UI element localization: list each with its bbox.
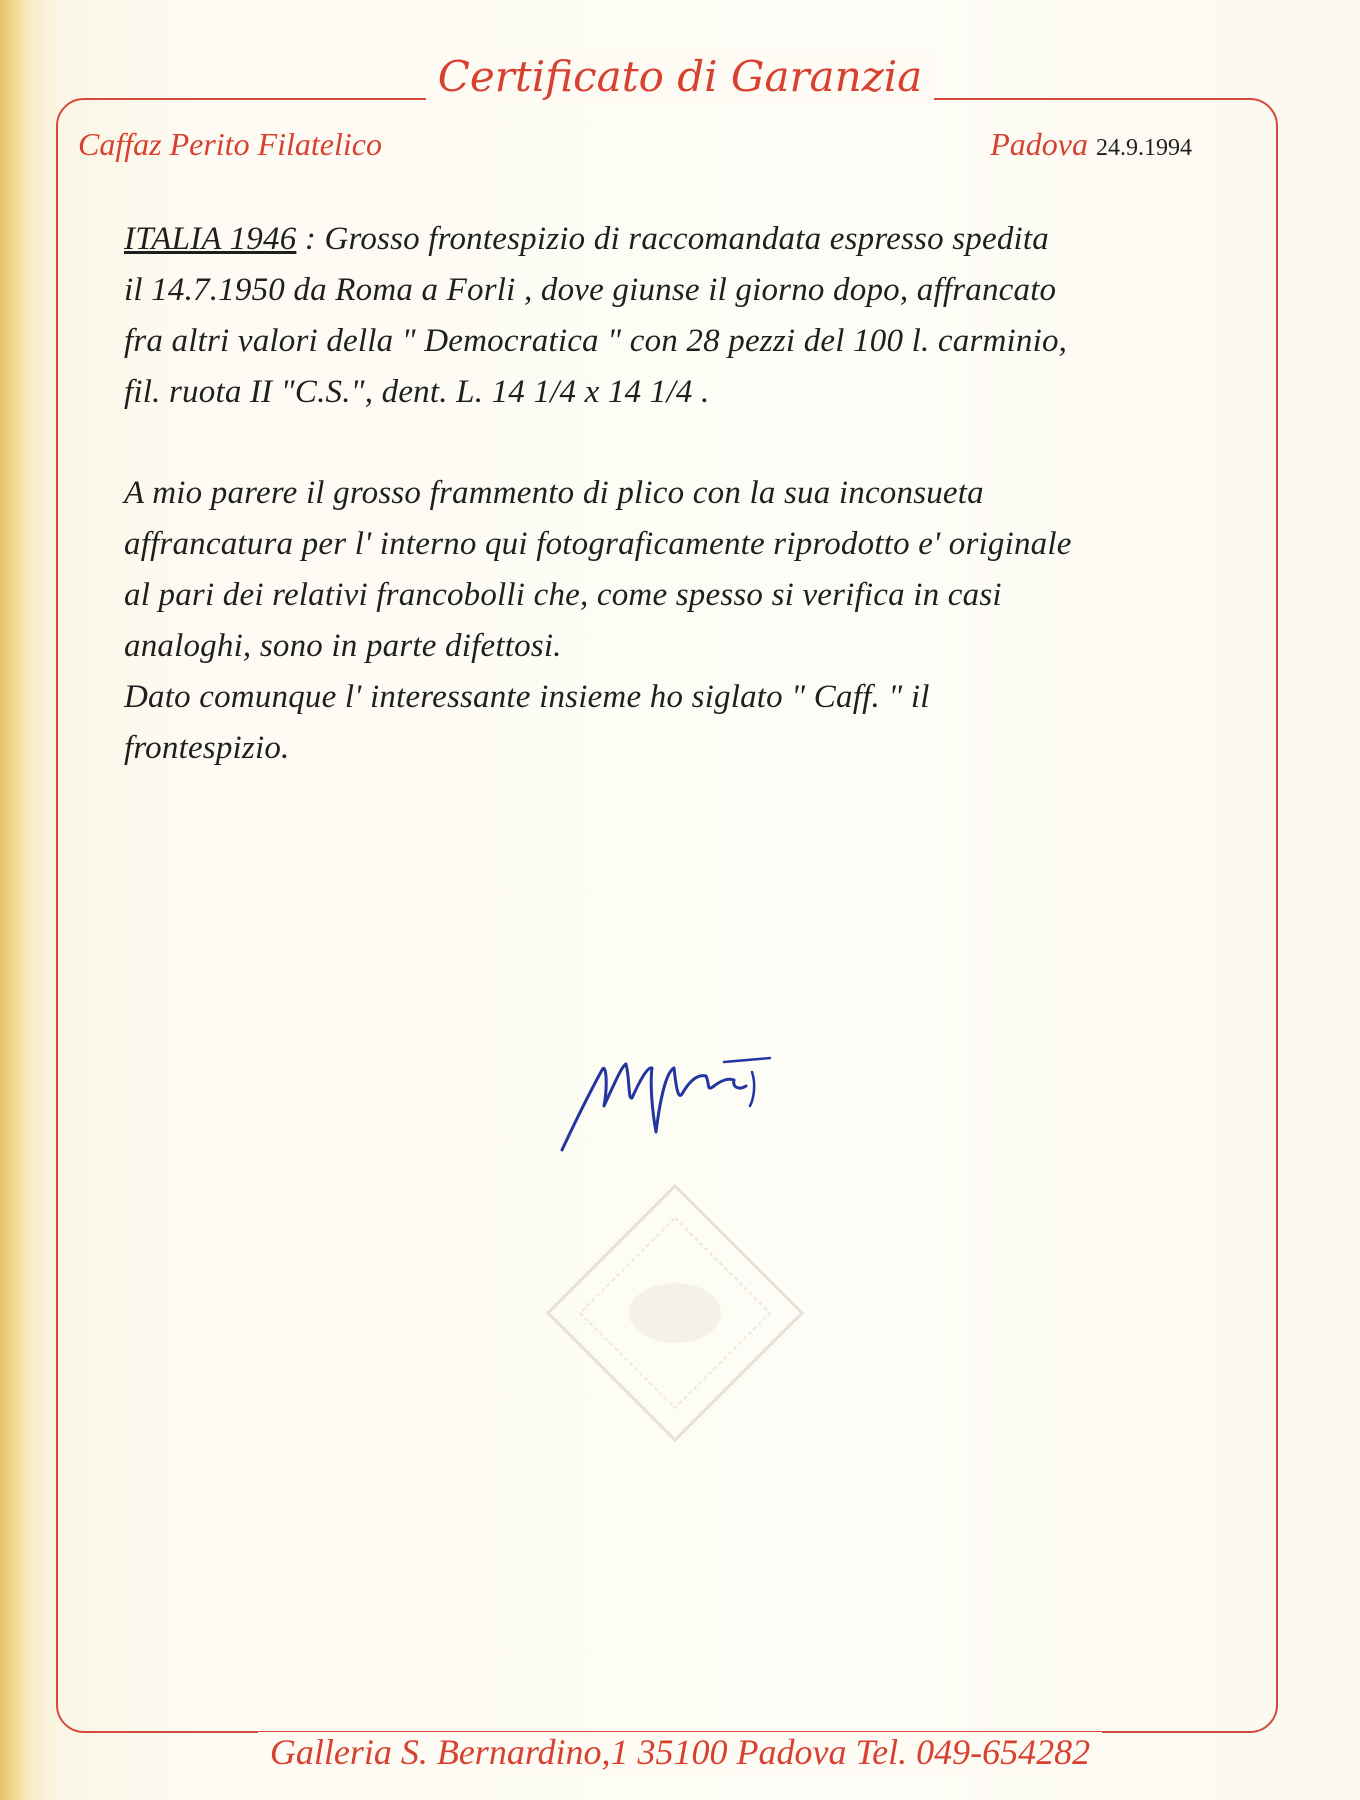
opinion-line-6: frontespizio. [124,730,290,766]
description-line-1 [124,214,1204,265]
certificate-title: Certificato di Garanzia [426,52,935,101]
certificate-title-wrap [0,52,1360,101]
opinion-line-5: Dato comunque l' interessante insieme ho siglato " Caff. " il [124,679,930,715]
description-line-2: il 14.7.1950 da Roma a Forli , dove giunse il giorno dopo, affrancato [124,272,1057,308]
opinion-line-2: affrancatura per l' interno qui fotograficamente riprodotto e' originale [124,526,1072,562]
opinion-line-4: analoghi, sono in parte difettosi. [124,628,562,664]
description-line-3: fra altri valori della " Democratica " con 28 pezzi del 100 l. carminio, [124,323,1068,359]
city: Padova [990,126,1088,162]
description-paragraph [124,214,1204,418]
handwritten-signature [556,1040,796,1160]
opinion-line-1: A mio parere il grosso frammento di plico con la sua inconsueta [124,475,984,511]
stamp-issue-heading: ITALIA 1946 [124,221,297,257]
embossed-seal [540,1178,810,1448]
description-line-1-text: : Grosso frontespizio di raccomandata espresso spedita [304,221,1049,257]
issuer-name: Caffaz Perito Filatelico [78,126,382,162]
place-and-date [990,126,1192,163]
opinion-paragraph [124,468,1204,774]
footer-address-wrap [0,1731,1360,1773]
issue-date: 24.9.1994 [1096,135,1192,161]
footer-address: Galleria S. Bernardino,1 35100 Padova Tel. 049-654282 [258,1732,1102,1772]
description-line-4: fil. ruota II "C.S.", dent. L. 14 1/4 x 14 1/4 . [124,374,710,410]
opinion-line-3: al pari dei relativi francobolli che, come spesso si verifica in casi [124,577,1002,613]
